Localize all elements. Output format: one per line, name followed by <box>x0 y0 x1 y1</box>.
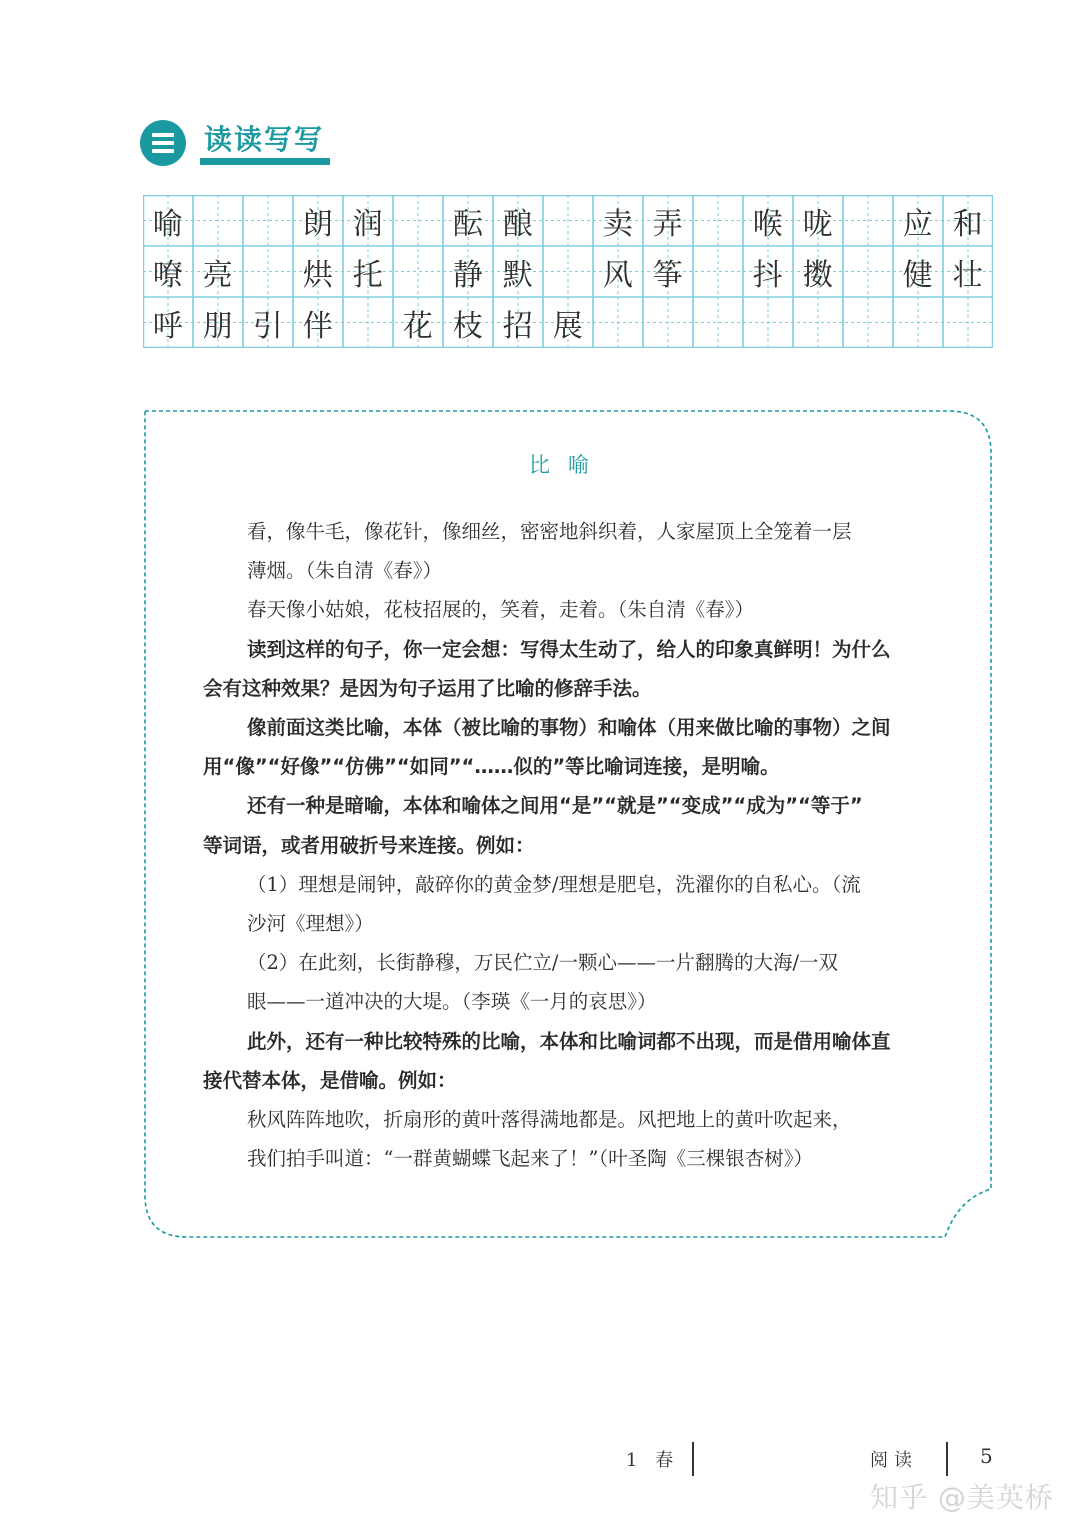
grid-character: 润 <box>352 206 383 242</box>
section-title: 读读写写 <box>204 123 325 156</box>
grid-character: 风 <box>602 257 633 293</box>
grid-character: 托 <box>352 257 383 293</box>
grid-character: 壮 <box>952 257 983 293</box>
body-text-line: 看，像牛毛，像花针，像细丝，密密地斜织着，人家屋顶上全笼着一层 <box>247 520 852 543</box>
footer-lesson: 1 春 <box>626 1450 680 1471</box>
grid-character: 朗 <box>302 206 333 242</box>
body-text-line: 读到这样的句子，你一定会想：写得太生动了，给人的印象真鲜明！为什么 <box>247 637 891 661</box>
box-title: 比喻 <box>529 453 607 477</box>
body-text-line: 等词语，或者用破折号来连接。例如： <box>203 833 535 857</box>
body-text-line: 此外，还有一种比较特殊的比喻，本体和比喻词都不出现，而是借用喻体直 <box>247 1029 891 1053</box>
grid-character: 应 <box>902 206 933 242</box>
section-header <box>140 116 340 172</box>
body-text-line: 沙河《理想》） <box>247 912 374 935</box>
body-text-line: 我们拍手叫道：“一群黄蝴蝶飞起来了！”（叶圣陶《三棵银杏树》） <box>247 1147 813 1171</box>
body-text-line: 接代替本体，是借喻。例如： <box>203 1068 457 1092</box>
grid-character: 喉 <box>752 206 783 242</box>
grid-character: 枝 <box>452 308 483 344</box>
body-text-line: 像前面这类比喻，本体（被比喻的事物）和喻体（用来做比喻的事物）之间 <box>247 716 891 739</box>
body-text-line: 眼——一道冲决的大堤。（李瑛《一月的哀思》） <box>247 990 657 1014</box>
body-text-line: （1）理想是闹钟，敲碎你的黄金梦/理想是肥皂，洗濯你的自私心。（流 <box>247 872 861 896</box>
grid-character: 咙 <box>802 206 833 242</box>
grid-character: 引 <box>252 308 283 344</box>
grid-character: 默 <box>502 257 533 293</box>
grid-character: 呼 <box>152 308 183 344</box>
metaphor-box <box>143 409 993 1240</box>
footer-divider <box>946 1442 948 1476</box>
grid-character: 抖 <box>752 257 783 293</box>
grid-character: 烘 <box>302 257 333 293</box>
section-underline <box>200 158 330 165</box>
grid-character: 花 <box>402 308 433 344</box>
three-lines-icon <box>140 120 186 166</box>
grid-character: 健 <box>902 257 933 293</box>
grid-character: 嘹 <box>152 257 183 293</box>
word-practice-grid <box>143 195 993 348</box>
grid-row-1 <box>143 195 993 246</box>
body-text-line: （2）在此刻，长街静穆，万民伫立/一颗心——一片翻腾的大海/一双 <box>247 951 839 975</box>
footer-divider <box>692 1442 694 1476</box>
body-text-line: 用“像”“好像”“仿佛”“如同”“……似的”等比喻词连接，是明喻。 <box>203 755 780 779</box>
watermark: 知乎 @美英桥 <box>870 1481 1054 1514</box>
body-text-line: 还有一种是暗喻，本体和喻体之间用“是”“就是”“变成”“成为”“等于” <box>247 794 863 818</box>
grid-character: 展 <box>552 308 583 344</box>
grid-character: 招 <box>502 308 533 344</box>
grid-row-3 <box>143 297 993 348</box>
grid-character: 伴 <box>302 308 333 344</box>
grid-character: 酿 <box>502 206 533 242</box>
body-text-line: 秋风阵阵地吹，折扇形的黄叶落得满地都是。风把地上的黄叶吹起来， <box>247 1108 852 1131</box>
grid-character: 静 <box>452 257 483 293</box>
body-text-line: 薄烟。（朱自清《春》） <box>247 559 443 583</box>
grid-character: 亮 <box>202 257 233 293</box>
grid-character: 和 <box>952 206 983 242</box>
body-text-line: 春天像小姑娘，花枝招展的，笑着，走着。（朱自清《春》） <box>247 598 755 622</box>
grid-row-2 <box>143 246 993 297</box>
grid-character: 卖 <box>602 206 633 242</box>
grid-character: 擞 <box>802 257 833 293</box>
grid-character: 朋 <box>202 308 233 344</box>
grid-character: 喻 <box>152 206 183 242</box>
grid-character: 酝 <box>452 206 483 242</box>
body-text-line: 会有这种效果？是因为句子运用了比喻的修辞手法。 <box>203 676 652 700</box>
page-number: 5 <box>980 1444 993 1468</box>
grid-character: 筝 <box>652 257 683 293</box>
grid-character: 弄 <box>652 206 683 242</box>
footer-section: 阅读 <box>870 1450 918 1471</box>
